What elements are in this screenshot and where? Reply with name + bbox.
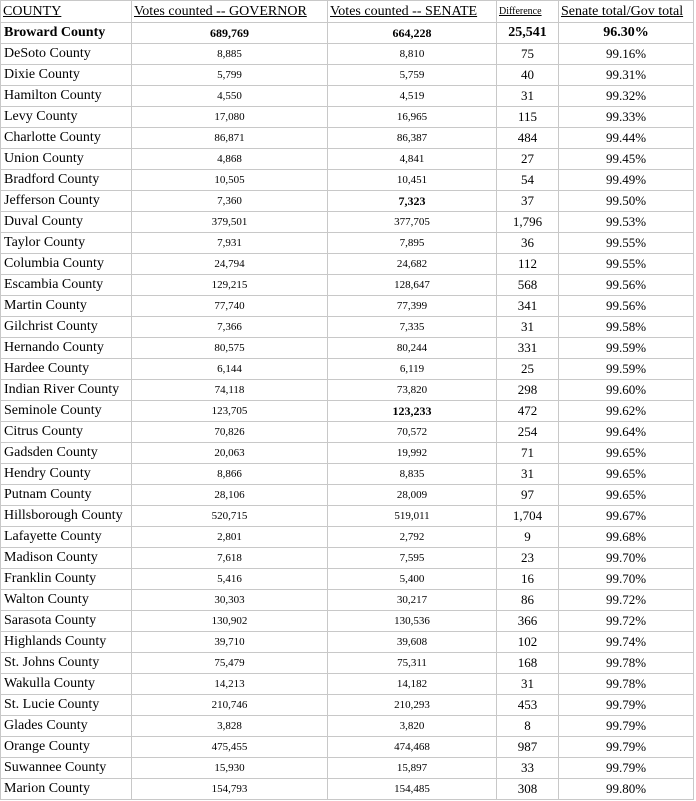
county-cell: Indian River County [1,380,132,401]
header-row [1,1,694,23]
table-row [1,443,694,464]
difference-cell: 25 [497,359,559,380]
table-row [1,128,694,149]
ratio-cell: 99.72% [559,611,694,632]
county-cell: St. Johns County [1,653,132,674]
difference-cell: 115 [497,107,559,128]
difference-cell: 16 [497,569,559,590]
senate-votes-cell: 519,011 [328,506,497,527]
ratio-cell: 99.59% [559,359,694,380]
difference-cell: 31 [497,464,559,485]
table-row [1,44,694,65]
senate-votes-cell: 7,335 [328,317,497,338]
governor-votes-cell: 7,618 [132,548,328,569]
county-cell: Taylor County [1,233,132,254]
difference-cell: 453 [497,695,559,716]
table-row [1,548,694,569]
ratio-cell: 99.65% [559,485,694,506]
senate-votes-cell: 8,835 [328,464,497,485]
ratio-cell: 99.78% [559,674,694,695]
county-cell: Putnam County [1,485,132,506]
ratio-cell: 99.55% [559,254,694,275]
difference-cell: 75 [497,44,559,65]
county-cell: DeSoto County [1,44,132,65]
table-row [1,149,694,170]
ratio-cell: 99.44% [559,128,694,149]
ratio-cell: 99.55% [559,233,694,254]
county-cell: Highlands County [1,632,132,653]
difference-cell: 1,796 [497,212,559,233]
county-cell: Levy County [1,107,132,128]
difference-cell: 9 [497,527,559,548]
ratio-cell: 99.45% [559,149,694,170]
header-ratio: Senate total/Gov total [559,1,694,23]
county-cell: Seminole County [1,401,132,422]
senate-votes-cell: 10,451 [328,170,497,191]
senate-votes-cell: 73,820 [328,380,497,401]
senate-votes-cell: 77,399 [328,296,497,317]
ratio-cell: 99.70% [559,548,694,569]
senate-votes-cell: 7,595 [328,548,497,569]
difference-cell: 23 [497,548,559,569]
ratio-cell: 99.32% [559,86,694,107]
table-row [1,779,694,800]
table-row [1,653,694,674]
table-row [1,296,694,317]
ratio-cell: 99.70% [559,569,694,590]
governor-votes-cell: 123,705 [132,401,328,422]
ratio-cell: 99.53% [559,212,694,233]
senate-votes-cell: 39,608 [328,632,497,653]
governor-votes-cell: 129,215 [132,275,328,296]
ratio-cell: 99.60% [559,380,694,401]
senate-votes-cell: 3,820 [328,716,497,737]
table-row [1,338,694,359]
senate-votes-cell: 128,647 [328,275,497,296]
ratio-cell: 99.79% [559,737,694,758]
table-row [1,380,694,401]
senate-votes-cell: 24,682 [328,254,497,275]
table-row [1,527,694,548]
county-cell: Bradford County [1,170,132,191]
difference-cell: 25,541 [497,23,559,44]
senate-votes-cell: 6,119 [328,359,497,380]
governor-votes-cell: 689,769 [132,23,328,44]
table-row [1,632,694,653]
senate-votes-cell: 5,400 [328,569,497,590]
governor-votes-cell: 28,106 [132,485,328,506]
table-row [1,170,694,191]
difference-cell: 308 [497,779,559,800]
difference-cell: 54 [497,170,559,191]
ratio-cell: 99.79% [559,758,694,779]
county-cell: Citrus County [1,422,132,443]
county-cell: Sarasota County [1,611,132,632]
county-cell: Lafayette County [1,527,132,548]
governor-votes-cell: 14,213 [132,674,328,695]
table-row [1,695,694,716]
senate-votes-cell: 210,293 [328,695,497,716]
difference-cell: 31 [497,674,559,695]
ratio-cell: 99.78% [559,653,694,674]
difference-cell: 97 [497,485,559,506]
senate-votes-cell: 70,572 [328,422,497,443]
senate-votes-cell: 474,468 [328,737,497,758]
senate-votes-cell: 80,244 [328,338,497,359]
county-cell: Escambia County [1,275,132,296]
senate-votes-cell: 75,311 [328,653,497,674]
difference-cell: 102 [497,632,559,653]
table-row [1,674,694,695]
difference-cell: 31 [497,317,559,338]
governor-votes-cell: 74,118 [132,380,328,401]
difference-cell: 36 [497,233,559,254]
difference-cell: 331 [497,338,559,359]
difference-cell: 568 [497,275,559,296]
ratio-cell: 99.59% [559,338,694,359]
governor-votes-cell: 8,866 [132,464,328,485]
county-cell: Hernando County [1,338,132,359]
county-cell: Glades County [1,716,132,737]
governor-votes-cell: 2,801 [132,527,328,548]
senate-votes-cell: 30,217 [328,590,497,611]
governor-votes-cell: 4,868 [132,149,328,170]
governor-votes-cell: 70,826 [132,422,328,443]
county-cell: Dixie County [1,65,132,86]
ratio-cell: 99.50% [559,191,694,212]
senate-votes-cell: 14,182 [328,674,497,695]
difference-cell: 86 [497,590,559,611]
county-cell: Charlotte County [1,128,132,149]
ratio-cell: 99.80% [559,779,694,800]
county-cell: Union County [1,149,132,170]
difference-cell: 168 [497,653,559,674]
senate-votes-cell: 664,228 [328,23,497,44]
senate-votes-cell: 15,897 [328,758,497,779]
county-cell: Hillsborough County [1,506,132,527]
county-cell: Hardee County [1,359,132,380]
table-row [1,485,694,506]
header-governor-votes: Votes counted -- GOVERNOR [132,1,328,23]
ratio-cell: 99.65% [559,464,694,485]
senate-votes-cell: 5,759 [328,65,497,86]
governor-votes-cell: 3,828 [132,716,328,737]
difference-cell: 71 [497,443,559,464]
ratio-cell: 99.58% [559,317,694,338]
governor-votes-cell: 7,931 [132,233,328,254]
senate-votes-cell: 2,792 [328,527,497,548]
senate-votes-cell: 4,519 [328,86,497,107]
governor-votes-cell: 5,416 [132,569,328,590]
senate-votes-cell: 123,233 [328,401,497,422]
governor-votes-cell: 10,505 [132,170,328,191]
county-cell: Wakulla County [1,674,132,695]
table-row [1,212,694,233]
governor-votes-cell: 6,144 [132,359,328,380]
county-cell: Hamilton County [1,86,132,107]
difference-cell: 484 [497,128,559,149]
senate-votes-cell: 19,992 [328,443,497,464]
county-cell: Hendry County [1,464,132,485]
governor-votes-cell: 7,366 [132,317,328,338]
difference-cell: 37 [497,191,559,212]
county-cell: Gadsden County [1,443,132,464]
county-cell: Walton County [1,590,132,611]
ratio-cell: 99.74% [559,632,694,653]
governor-votes-cell: 77,740 [132,296,328,317]
table-row [1,422,694,443]
county-cell: Franklin County [1,569,132,590]
table-body [1,23,694,800]
senate-votes-cell: 8,810 [328,44,497,65]
ratio-cell: 99.65% [559,443,694,464]
county-cell: St. Lucie County [1,695,132,716]
difference-cell: 112 [497,254,559,275]
governor-votes-cell: 24,794 [132,254,328,275]
governor-votes-cell: 80,575 [132,338,328,359]
header-county: COUNTY [1,1,132,23]
governor-votes-cell: 20,063 [132,443,328,464]
county-cell: Duval County [1,212,132,233]
senate-votes-cell: 377,705 [328,212,497,233]
table-row [1,590,694,611]
governor-votes-cell: 4,550 [132,86,328,107]
table-row [1,716,694,737]
difference-cell: 8 [497,716,559,737]
table-row [1,86,694,107]
county-cell: Orange County [1,737,132,758]
ratio-cell: 99.62% [559,401,694,422]
table-row [1,254,694,275]
ratio-cell: 99.16% [559,44,694,65]
ratio-cell: 99.49% [559,170,694,191]
difference-cell: 40 [497,65,559,86]
governor-votes-cell: 475,455 [132,737,328,758]
governor-votes-cell: 130,902 [132,611,328,632]
county-cell: Suwannee County [1,758,132,779]
difference-cell: 987 [497,737,559,758]
ratio-cell: 99.56% [559,275,694,296]
governor-votes-cell: 15,930 [132,758,328,779]
difference-cell: 27 [497,149,559,170]
ratio-cell: 99.79% [559,695,694,716]
senate-votes-cell: 7,895 [328,233,497,254]
table-row [1,275,694,296]
governor-votes-cell: 30,303 [132,590,328,611]
table-row [1,65,694,86]
ratio-cell: 99.79% [559,716,694,737]
ratio-cell: 96.30% [559,23,694,44]
table-row [1,23,694,44]
difference-cell: 366 [497,611,559,632]
difference-cell: 472 [497,401,559,422]
difference-cell: 33 [497,758,559,779]
governor-votes-cell: 379,501 [132,212,328,233]
ratio-cell: 99.68% [559,527,694,548]
senate-votes-cell: 16,965 [328,107,497,128]
difference-cell: 298 [497,380,559,401]
county-cell: Gilchrist County [1,317,132,338]
governor-votes-cell: 75,479 [132,653,328,674]
ratio-cell: 99.33% [559,107,694,128]
difference-cell: 31 [497,86,559,107]
ratio-cell: 99.56% [559,296,694,317]
county-cell: Marion County [1,779,132,800]
governor-votes-cell: 17,080 [132,107,328,128]
governor-votes-cell: 520,715 [132,506,328,527]
senate-votes-cell: 28,009 [328,485,497,506]
header-senate-votes: Votes counted -- SENATE [328,1,497,23]
table-row [1,359,694,380]
difference-cell: 341 [497,296,559,317]
difference-cell: 1,704 [497,506,559,527]
governor-votes-cell: 86,871 [132,128,328,149]
ratio-cell: 99.64% [559,422,694,443]
ratio-cell: 99.67% [559,506,694,527]
difference-cell: 254 [497,422,559,443]
header-difference: Difference [497,1,559,23]
senate-votes-cell: 130,536 [328,611,497,632]
county-cell: Jefferson County [1,191,132,212]
table-row [1,737,694,758]
senate-votes-cell: 154,485 [328,779,497,800]
table-row [1,401,694,422]
table-row [1,233,694,254]
governor-votes-cell: 210,746 [132,695,328,716]
table-row [1,191,694,212]
table-row [1,758,694,779]
county-cell: Broward County [1,23,132,44]
table-row [1,317,694,338]
senate-votes-cell: 86,387 [328,128,497,149]
governor-votes-cell: 8,885 [132,44,328,65]
table-row [1,107,694,128]
senate-votes-cell: 7,323 [328,191,497,212]
governor-votes-cell: 39,710 [132,632,328,653]
ratio-cell: 99.31% [559,65,694,86]
senate-votes-cell: 4,841 [328,149,497,170]
table-row [1,569,694,590]
table-row [1,464,694,485]
table-row [1,611,694,632]
county-cell: Madison County [1,548,132,569]
ratio-cell: 99.72% [559,590,694,611]
table-row [1,506,694,527]
governor-votes-cell: 7,360 [132,191,328,212]
governor-votes-cell: 5,799 [132,65,328,86]
county-cell: Columbia County [1,254,132,275]
governor-votes-cell: 154,793 [132,779,328,800]
county-cell: Martin County [1,296,132,317]
